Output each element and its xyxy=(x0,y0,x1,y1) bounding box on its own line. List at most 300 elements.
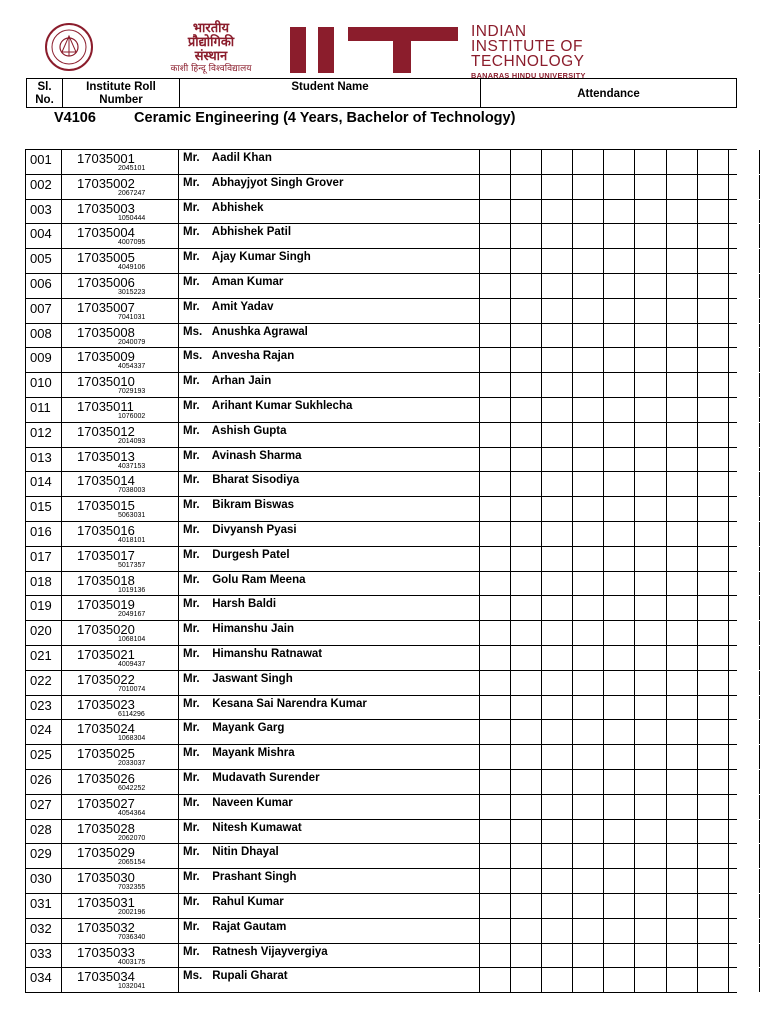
attendance-box[interactable] xyxy=(698,919,729,943)
attendance-box[interactable] xyxy=(729,249,760,273)
attendance-box[interactable] xyxy=(667,770,698,794)
attendance-box[interactable] xyxy=(480,596,511,620)
attendance-box[interactable] xyxy=(729,398,760,422)
attendance-box[interactable] xyxy=(604,274,635,298)
attendance-box[interactable] xyxy=(573,472,604,496)
attendance-box[interactable] xyxy=(604,671,635,695)
attendance-box[interactable] xyxy=(480,547,511,571)
attendance-box[interactable] xyxy=(636,200,667,224)
attendance-box[interactable] xyxy=(542,671,573,695)
attendance-box[interactable] xyxy=(698,472,729,496)
attendance-box[interactable] xyxy=(729,348,760,372)
attendance-box[interactable] xyxy=(511,274,542,298)
attendance-box[interactable] xyxy=(480,968,511,992)
attendance-box[interactable] xyxy=(729,869,760,893)
attendance-box[interactable] xyxy=(604,696,635,720)
attendance-box[interactable] xyxy=(729,968,760,992)
attendance-box[interactable] xyxy=(480,398,511,422)
attendance-box[interactable] xyxy=(667,224,698,248)
attendance-box[interactable] xyxy=(542,572,573,596)
attendance-box[interactable] xyxy=(542,646,573,670)
attendance-box[interactable] xyxy=(667,795,698,819)
attendance-box[interactable] xyxy=(698,448,729,472)
attendance-box[interactable] xyxy=(636,299,667,323)
attendance-box[interactable] xyxy=(636,522,667,546)
attendance-box[interactable] xyxy=(604,200,635,224)
attendance-box[interactable] xyxy=(480,894,511,918)
attendance-box[interactable] xyxy=(511,522,542,546)
attendance-box[interactable] xyxy=(573,696,604,720)
attendance-box[interactable] xyxy=(729,795,760,819)
attendance-box[interactable] xyxy=(729,720,760,744)
attendance-box[interactable] xyxy=(573,423,604,447)
attendance-box[interactable] xyxy=(542,448,573,472)
attendance-box[interactable] xyxy=(729,324,760,348)
attendance-box[interactable] xyxy=(698,770,729,794)
attendance-box[interactable] xyxy=(511,894,542,918)
attendance-box[interactable] xyxy=(729,547,760,571)
attendance-box[interactable] xyxy=(698,398,729,422)
attendance-box[interactable] xyxy=(542,795,573,819)
attendance-box[interactable] xyxy=(542,299,573,323)
attendance-box[interactable] xyxy=(573,150,604,174)
attendance-box[interactable] xyxy=(636,696,667,720)
attendance-box[interactable] xyxy=(698,944,729,968)
attendance-box[interactable] xyxy=(636,398,667,422)
attendance-box[interactable] xyxy=(698,175,729,199)
attendance-box[interactable] xyxy=(542,745,573,769)
attendance-box[interactable] xyxy=(698,696,729,720)
attendance-box[interactable] xyxy=(667,671,698,695)
attendance-box[interactable] xyxy=(480,646,511,670)
attendance-box[interactable] xyxy=(511,696,542,720)
attendance-box[interactable] xyxy=(698,968,729,992)
attendance-box[interactable] xyxy=(511,869,542,893)
attendance-box[interactable] xyxy=(636,646,667,670)
attendance-box[interactable] xyxy=(542,894,573,918)
attendance-box[interactable] xyxy=(604,497,635,521)
attendance-box[interactable] xyxy=(604,770,635,794)
attendance-box[interactable] xyxy=(729,844,760,868)
attendance-box[interactable] xyxy=(542,596,573,620)
attendance-box[interactable] xyxy=(573,596,604,620)
attendance-box[interactable] xyxy=(542,919,573,943)
attendance-box[interactable] xyxy=(667,423,698,447)
attendance-box[interactable] xyxy=(573,200,604,224)
attendance-box[interactable] xyxy=(480,919,511,943)
attendance-box[interactable] xyxy=(542,820,573,844)
attendance-box[interactable] xyxy=(729,745,760,769)
attendance-box[interactable] xyxy=(573,646,604,670)
attendance-box[interactable] xyxy=(604,572,635,596)
attendance-box[interactable] xyxy=(542,770,573,794)
attendance-box[interactable] xyxy=(604,820,635,844)
attendance-box[interactable] xyxy=(511,150,542,174)
attendance-box[interactable] xyxy=(667,621,698,645)
attendance-box[interactable] xyxy=(698,621,729,645)
attendance-box[interactable] xyxy=(729,919,760,943)
attendance-box[interactable] xyxy=(604,944,635,968)
attendance-box[interactable] xyxy=(511,175,542,199)
attendance-box[interactable] xyxy=(604,373,635,397)
attendance-box[interactable] xyxy=(480,472,511,496)
attendance-box[interactable] xyxy=(511,572,542,596)
attendance-box[interactable] xyxy=(511,472,542,496)
attendance-box[interactable] xyxy=(604,646,635,670)
attendance-box[interactable] xyxy=(667,522,698,546)
attendance-box[interactable] xyxy=(667,547,698,571)
attendance-box[interactable] xyxy=(480,795,511,819)
attendance-box[interactable] xyxy=(542,844,573,868)
attendance-box[interactable] xyxy=(698,671,729,695)
attendance-box[interactable] xyxy=(480,299,511,323)
attendance-box[interactable] xyxy=(511,324,542,348)
attendance-box[interactable] xyxy=(636,720,667,744)
attendance-box[interactable] xyxy=(511,646,542,670)
attendance-box[interactable] xyxy=(542,497,573,521)
attendance-box[interactable] xyxy=(511,224,542,248)
attendance-box[interactable] xyxy=(511,299,542,323)
attendance-box[interactable] xyxy=(480,497,511,521)
attendance-box[interactable] xyxy=(573,671,604,695)
attendance-box[interactable] xyxy=(698,547,729,571)
attendance-box[interactable] xyxy=(667,324,698,348)
attendance-box[interactable] xyxy=(667,919,698,943)
attendance-box[interactable] xyxy=(573,274,604,298)
attendance-box[interactable] xyxy=(573,770,604,794)
attendance-box[interactable] xyxy=(636,175,667,199)
attendance-box[interactable] xyxy=(636,572,667,596)
attendance-box[interactable] xyxy=(636,745,667,769)
attendance-box[interactable] xyxy=(480,745,511,769)
attendance-box[interactable] xyxy=(636,770,667,794)
attendance-box[interactable] xyxy=(573,919,604,943)
attendance-box[interactable] xyxy=(636,944,667,968)
attendance-box[interactable] xyxy=(636,820,667,844)
attendance-box[interactable] xyxy=(480,150,511,174)
attendance-box[interactable] xyxy=(511,348,542,372)
attendance-box[interactable] xyxy=(667,820,698,844)
attendance-box[interactable] xyxy=(729,472,760,496)
attendance-box[interactable] xyxy=(698,423,729,447)
attendance-box[interactable] xyxy=(480,621,511,645)
attendance-box[interactable] xyxy=(480,448,511,472)
attendance-box[interactable] xyxy=(698,150,729,174)
attendance-box[interactable] xyxy=(729,175,760,199)
attendance-box[interactable] xyxy=(573,373,604,397)
attendance-box[interactable] xyxy=(480,944,511,968)
attendance-box[interactable] xyxy=(604,844,635,868)
attendance-box[interactable] xyxy=(667,175,698,199)
attendance-box[interactable] xyxy=(604,249,635,273)
attendance-box[interactable] xyxy=(573,894,604,918)
attendance-box[interactable] xyxy=(729,150,760,174)
attendance-box[interactable] xyxy=(480,373,511,397)
attendance-box[interactable] xyxy=(573,348,604,372)
attendance-box[interactable] xyxy=(511,373,542,397)
attendance-box[interactable] xyxy=(573,820,604,844)
attendance-box[interactable] xyxy=(729,944,760,968)
attendance-box[interactable] xyxy=(511,820,542,844)
attendance-box[interactable] xyxy=(511,745,542,769)
attendance-box[interactable] xyxy=(698,720,729,744)
attendance-box[interactable] xyxy=(636,621,667,645)
attendance-box[interactable] xyxy=(511,770,542,794)
attendance-box[interactable] xyxy=(604,621,635,645)
attendance-box[interactable] xyxy=(667,200,698,224)
attendance-box[interactable] xyxy=(636,274,667,298)
attendance-box[interactable] xyxy=(636,497,667,521)
attendance-box[interactable] xyxy=(667,150,698,174)
attendance-box[interactable] xyxy=(729,274,760,298)
attendance-box[interactable] xyxy=(480,423,511,447)
attendance-box[interactable] xyxy=(729,522,760,546)
attendance-box[interactable] xyxy=(698,348,729,372)
attendance-box[interactable] xyxy=(604,423,635,447)
attendance-box[interactable] xyxy=(604,720,635,744)
attendance-box[interactable] xyxy=(729,373,760,397)
attendance-box[interactable] xyxy=(573,249,604,273)
attendance-box[interactable] xyxy=(542,944,573,968)
attendance-box[interactable] xyxy=(542,249,573,273)
attendance-box[interactable] xyxy=(573,299,604,323)
attendance-box[interactable] xyxy=(480,348,511,372)
attendance-box[interactable] xyxy=(604,398,635,422)
attendance-box[interactable] xyxy=(573,572,604,596)
attendance-box[interactable] xyxy=(667,596,698,620)
attendance-box[interactable] xyxy=(667,844,698,868)
attendance-box[interactable] xyxy=(542,547,573,571)
attendance-box[interactable] xyxy=(511,671,542,695)
attendance-box[interactable] xyxy=(636,373,667,397)
attendance-box[interactable] xyxy=(729,671,760,695)
attendance-box[interactable] xyxy=(698,274,729,298)
attendance-box[interactable] xyxy=(698,373,729,397)
attendance-box[interactable] xyxy=(698,522,729,546)
attendance-box[interactable] xyxy=(667,646,698,670)
attendance-box[interactable] xyxy=(729,200,760,224)
attendance-box[interactable] xyxy=(511,200,542,224)
attendance-box[interactable] xyxy=(511,596,542,620)
attendance-box[interactable] xyxy=(542,472,573,496)
attendance-box[interactable] xyxy=(729,596,760,620)
attendance-box[interactable] xyxy=(636,968,667,992)
attendance-box[interactable] xyxy=(604,795,635,819)
attendance-box[interactable] xyxy=(729,497,760,521)
attendance-box[interactable] xyxy=(604,547,635,571)
attendance-box[interactable] xyxy=(480,274,511,298)
attendance-box[interactable] xyxy=(667,968,698,992)
attendance-box[interactable] xyxy=(511,547,542,571)
attendance-box[interactable] xyxy=(573,547,604,571)
attendance-box[interactable] xyxy=(542,373,573,397)
attendance-box[interactable] xyxy=(698,820,729,844)
attendance-box[interactable] xyxy=(573,224,604,248)
attendance-box[interactable] xyxy=(542,324,573,348)
attendance-box[interactable] xyxy=(480,696,511,720)
attendance-box[interactable] xyxy=(480,770,511,794)
attendance-box[interactable] xyxy=(667,894,698,918)
attendance-box[interactable] xyxy=(573,844,604,868)
attendance-box[interactable] xyxy=(511,919,542,943)
attendance-box[interactable] xyxy=(636,423,667,447)
attendance-box[interactable] xyxy=(698,224,729,248)
attendance-box[interactable] xyxy=(511,398,542,422)
attendance-box[interactable] xyxy=(542,200,573,224)
attendance-box[interactable] xyxy=(542,869,573,893)
attendance-box[interactable] xyxy=(698,324,729,348)
attendance-box[interactable] xyxy=(667,720,698,744)
attendance-box[interactable] xyxy=(698,249,729,273)
attendance-box[interactable] xyxy=(542,423,573,447)
attendance-box[interactable] xyxy=(573,968,604,992)
attendance-box[interactable] xyxy=(729,448,760,472)
attendance-box[interactable] xyxy=(511,968,542,992)
attendance-box[interactable] xyxy=(573,745,604,769)
attendance-box[interactable] xyxy=(667,373,698,397)
attendance-box[interactable] xyxy=(698,497,729,521)
attendance-box[interactable] xyxy=(480,572,511,596)
attendance-box[interactable] xyxy=(604,472,635,496)
attendance-box[interactable] xyxy=(511,423,542,447)
attendance-box[interactable] xyxy=(604,150,635,174)
attendance-box[interactable] xyxy=(729,696,760,720)
attendance-box[interactable] xyxy=(667,348,698,372)
attendance-box[interactable] xyxy=(604,448,635,472)
attendance-box[interactable] xyxy=(573,869,604,893)
attendance-box[interactable] xyxy=(667,472,698,496)
attendance-box[interactable] xyxy=(480,522,511,546)
attendance-box[interactable] xyxy=(573,175,604,199)
attendance-box[interactable] xyxy=(636,919,667,943)
attendance-box[interactable] xyxy=(604,224,635,248)
attendance-box[interactable] xyxy=(480,720,511,744)
attendance-box[interactable] xyxy=(698,894,729,918)
attendance-box[interactable] xyxy=(698,795,729,819)
attendance-box[interactable] xyxy=(636,869,667,893)
attendance-box[interactable] xyxy=(667,497,698,521)
attendance-box[interactable] xyxy=(542,522,573,546)
attendance-box[interactable] xyxy=(542,968,573,992)
attendance-box[interactable] xyxy=(636,596,667,620)
attendance-box[interactable] xyxy=(542,274,573,298)
attendance-box[interactable] xyxy=(636,795,667,819)
attendance-box[interactable] xyxy=(667,448,698,472)
attendance-box[interactable] xyxy=(573,448,604,472)
attendance-box[interactable] xyxy=(480,844,511,868)
attendance-box[interactable] xyxy=(667,274,698,298)
attendance-box[interactable] xyxy=(573,621,604,645)
attendance-box[interactable] xyxy=(542,720,573,744)
attendance-box[interactable] xyxy=(636,671,667,695)
attendance-box[interactable] xyxy=(667,299,698,323)
attendance-box[interactable] xyxy=(729,646,760,670)
attendance-box[interactable] xyxy=(729,299,760,323)
attendance-box[interactable] xyxy=(698,646,729,670)
attendance-box[interactable] xyxy=(604,175,635,199)
attendance-box[interactable] xyxy=(667,398,698,422)
attendance-box[interactable] xyxy=(604,968,635,992)
attendance-box[interactable] xyxy=(542,398,573,422)
attendance-box[interactable] xyxy=(573,522,604,546)
attendance-box[interactable] xyxy=(604,894,635,918)
attendance-box[interactable] xyxy=(729,572,760,596)
attendance-box[interactable] xyxy=(480,224,511,248)
attendance-box[interactable] xyxy=(480,175,511,199)
attendance-box[interactable] xyxy=(729,621,760,645)
attendance-box[interactable] xyxy=(604,919,635,943)
attendance-box[interactable] xyxy=(604,869,635,893)
attendance-box[interactable] xyxy=(511,795,542,819)
attendance-box[interactable] xyxy=(667,572,698,596)
attendance-box[interactable] xyxy=(729,820,760,844)
attendance-box[interactable] xyxy=(511,844,542,868)
attendance-box[interactable] xyxy=(511,621,542,645)
attendance-box[interactable] xyxy=(480,869,511,893)
attendance-box[interactable] xyxy=(636,224,667,248)
attendance-box[interactable] xyxy=(729,423,760,447)
attendance-box[interactable] xyxy=(729,224,760,248)
attendance-box[interactable] xyxy=(480,249,511,273)
attendance-box[interactable] xyxy=(542,150,573,174)
attendance-box[interactable] xyxy=(480,671,511,695)
attendance-box[interactable] xyxy=(667,249,698,273)
attendance-box[interactable] xyxy=(698,844,729,868)
attendance-box[interactable] xyxy=(542,621,573,645)
attendance-box[interactable] xyxy=(542,224,573,248)
attendance-box[interactable] xyxy=(542,175,573,199)
attendance-box[interactable] xyxy=(636,547,667,571)
attendance-box[interactable] xyxy=(698,200,729,224)
attendance-box[interactable] xyxy=(604,348,635,372)
attendance-box[interactable] xyxy=(667,869,698,893)
attendance-box[interactable] xyxy=(636,472,667,496)
attendance-box[interactable] xyxy=(573,497,604,521)
attendance-box[interactable] xyxy=(636,448,667,472)
attendance-box[interactable] xyxy=(542,348,573,372)
attendance-box[interactable] xyxy=(636,894,667,918)
attendance-box[interactable] xyxy=(636,324,667,348)
attendance-box[interactable] xyxy=(667,944,698,968)
attendance-box[interactable] xyxy=(729,770,760,794)
attendance-box[interactable] xyxy=(604,299,635,323)
attendance-box[interactable] xyxy=(480,200,511,224)
attendance-box[interactable] xyxy=(698,572,729,596)
attendance-box[interactable] xyxy=(636,844,667,868)
attendance-box[interactable] xyxy=(667,745,698,769)
attendance-box[interactable] xyxy=(511,448,542,472)
attendance-box[interactable] xyxy=(573,720,604,744)
attendance-box[interactable] xyxy=(573,795,604,819)
attendance-box[interactable] xyxy=(604,522,635,546)
attendance-box[interactable] xyxy=(511,497,542,521)
attendance-box[interactable] xyxy=(573,324,604,348)
attendance-box[interactable] xyxy=(698,299,729,323)
attendance-box[interactable] xyxy=(604,596,635,620)
attendance-box[interactable] xyxy=(667,696,698,720)
attendance-box[interactable] xyxy=(636,348,667,372)
attendance-box[interactable] xyxy=(511,249,542,273)
attendance-box[interactable] xyxy=(698,745,729,769)
attendance-box[interactable] xyxy=(542,696,573,720)
attendance-box[interactable] xyxy=(636,249,667,273)
attendance-box[interactable] xyxy=(573,944,604,968)
attendance-box[interactable] xyxy=(480,324,511,348)
attendance-box[interactable] xyxy=(604,324,635,348)
attendance-box[interactable] xyxy=(511,944,542,968)
attendance-box[interactable] xyxy=(729,894,760,918)
attendance-box[interactable] xyxy=(604,745,635,769)
